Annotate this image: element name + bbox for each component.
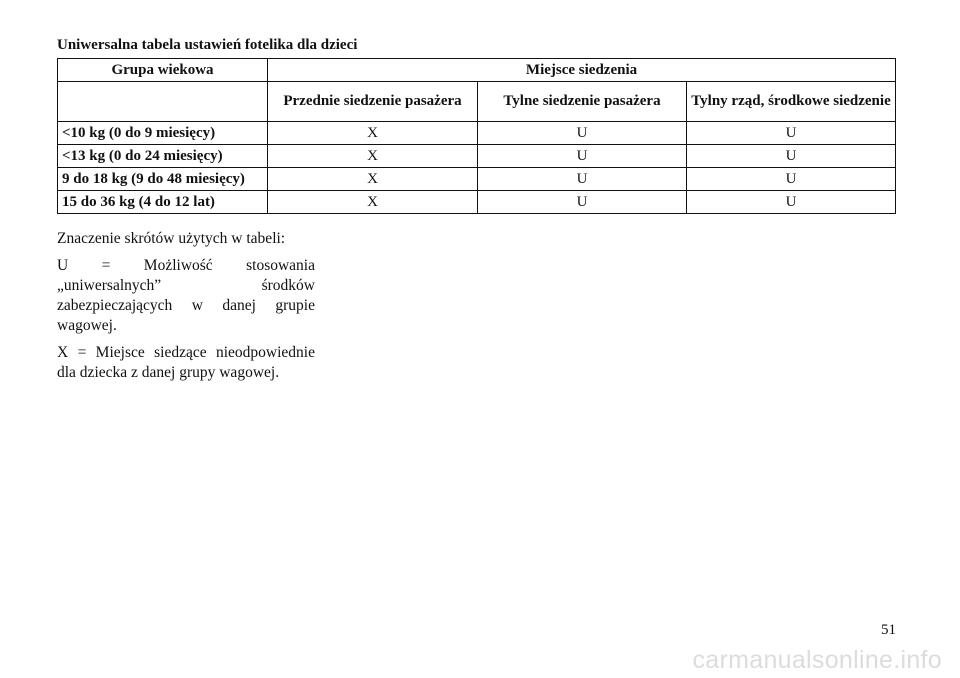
table-cell: U — [478, 122, 687, 145]
table-cell: X — [268, 168, 478, 191]
column-front-passenger: Przednie siedzenie pasażera — [268, 82, 478, 122]
table-row — [58, 122, 896, 145]
page-title: Uniwersalna tabela ustawień fotelika dla dzieci — [57, 37, 358, 53]
table-cell: U — [687, 145, 896, 168]
table-cell: X — [268, 145, 478, 168]
page-number: 51 — [881, 622, 896, 638]
table-cell: X — [268, 122, 478, 145]
table-subheader-row — [58, 82, 896, 122]
legend-u-definition: U = Możliwość stosowania „uniwersalnych” środków zabezpieczających w danej grupie wagowej. — [57, 257, 315, 334]
legend-x-definition: X = Miejsce siedzące nieodpowiednie dla dziecka z danej grupy wagowej. — [57, 344, 315, 381]
child-seat-table — [57, 58, 896, 214]
legend-intro: Znaczenie skrótów użytych w tabeli: — [57, 230, 286, 247]
subheader-empty — [58, 82, 268, 122]
header-age-group: Grupa wiekowa — [58, 59, 268, 82]
table-cell: U — [687, 122, 896, 145]
table-cell: U — [478, 168, 687, 191]
table-cell: U — [687, 191, 896, 214]
table-cell: U — [478, 191, 687, 214]
column-rear-center: Tylny rząd, środkowe siedzenie — [687, 82, 896, 122]
table-header-row — [58, 59, 896, 82]
row-group-label: 9 do 18 kg (9 do 48 miesięcy) — [58, 168, 268, 191]
table-cell: U — [687, 168, 896, 191]
table-cell: X — [268, 191, 478, 214]
table-cell: U — [478, 145, 687, 168]
table-row — [58, 191, 896, 214]
watermark: carmanualsonline.info — [692, 646, 942, 674]
header-seat-position: Miejsce siedzenia — [268, 59, 896, 82]
row-group-label: <10 kg (0 do 9 miesięcy) — [58, 122, 268, 145]
table-row — [58, 145, 896, 168]
row-group-label: <13 kg (0 do 24 miesięcy) — [58, 145, 268, 168]
column-rear-passenger: Tylne siedzenie pasażera — [478, 82, 687, 122]
row-group-label: 15 do 36 kg (4 do 12 lat) — [58, 191, 268, 214]
table-row — [58, 168, 896, 191]
legend — [57, 229, 315, 390]
